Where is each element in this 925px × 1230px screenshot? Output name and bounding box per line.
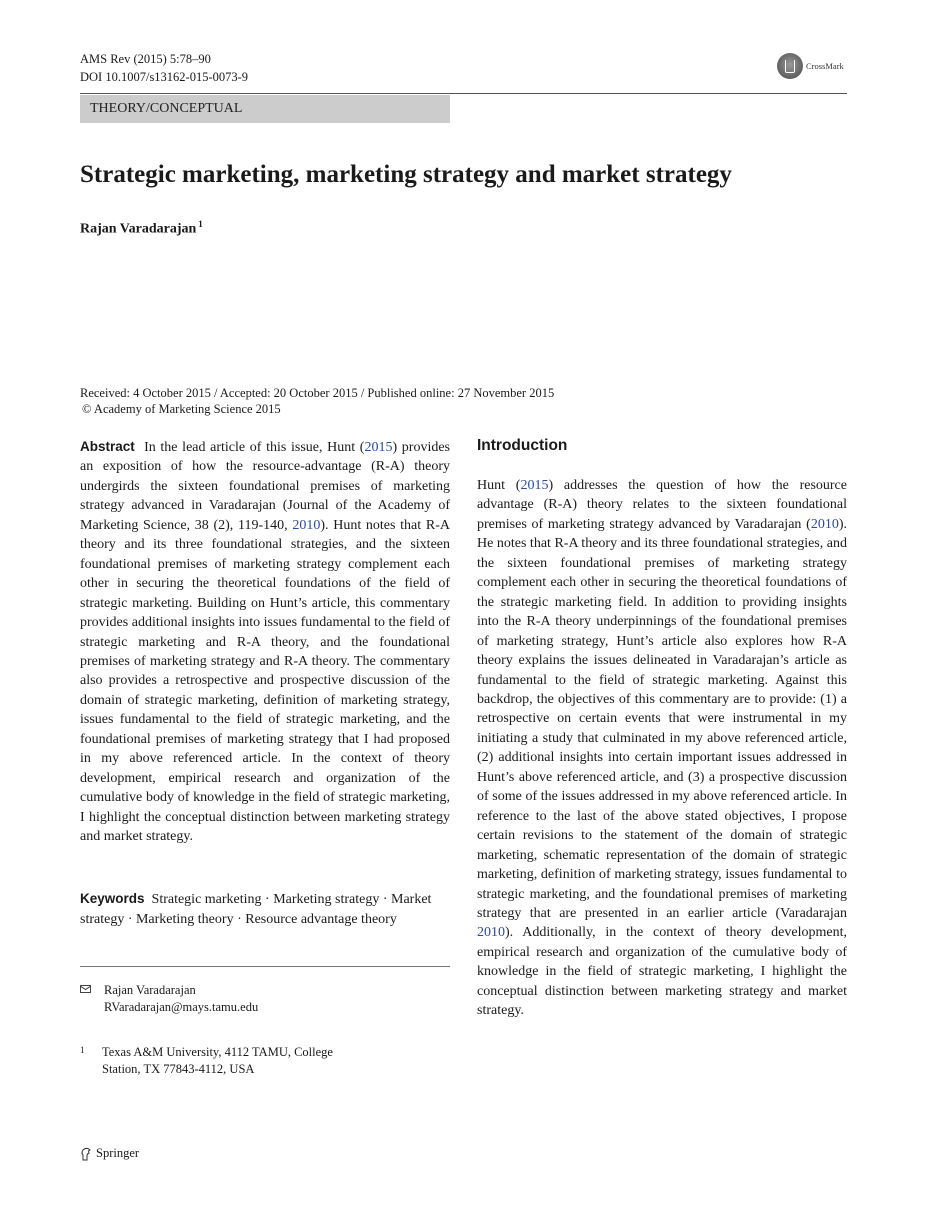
abstract-text-1: In the lead article of this issue, Hunt ( xyxy=(144,440,365,455)
journal-info xyxy=(80,50,248,86)
article-title: Strategic marketing, marketing strategy and market strategy xyxy=(80,161,732,188)
corresponding-author xyxy=(80,982,258,1016)
affiliation-line-1: Texas A&M University, 4112 TAMU, College xyxy=(102,1045,333,1059)
abstract-label: Abstract xyxy=(80,439,135,454)
introduction-body xyxy=(477,476,847,1021)
header-divider xyxy=(80,93,847,94)
author-name: Rajan Varadarajan xyxy=(80,221,197,237)
publication-dates: Received: 4 October 2015 / Accepted: 20 October 2015 / Published online: 27 November 2015 xyxy=(80,386,555,400)
keywords xyxy=(80,889,450,929)
intro-text-2: ) addresses the question of how the resource advantage (R-A) theory relates to the sixteen foundational premises of marketing strategy advanced by Varadarajan ( xyxy=(477,478,847,532)
citation-link[interactable]: 2010 xyxy=(477,925,505,941)
citation-link[interactable]: 2015 xyxy=(520,478,549,493)
affiliation xyxy=(80,1044,333,1078)
intro-text-4: ). Additionally, in the context of theory development, empirical research and organization of the cumulative body of knowledge in the field of strategic marketing, I highlight the conceptual distinction between marketing strategy and market strategy. xyxy=(477,925,847,1019)
abstract-text-2: ) provides an exposition of how the resource-advantage (R-A) theory undergirds the sixteen foundational premises of marketing strategy advanced in Varadarajan (Journal of the Academy of Marketing Science, 38 (2), 119-140, xyxy=(80,440,451,533)
contact-name: Rajan Varadarajan xyxy=(104,983,196,997)
crossmark-badge[interactable] xyxy=(777,53,844,79)
citation-link[interactable]: 2015 xyxy=(364,440,393,455)
doi[interactable]: DOI 10.1007/s13162-015-0073-9 xyxy=(80,70,249,84)
section-tag: THEORY/CONCEPTUAL xyxy=(80,95,450,123)
keywords-text: Strategic marketing · Marketing strategy · Market strategy · Marketing theory · Resource advantage theory xyxy=(80,892,432,927)
publisher-name: Springer xyxy=(96,1146,140,1160)
publisher-logo xyxy=(80,1146,139,1161)
intro-text-1: Hunt ( xyxy=(477,478,521,493)
author xyxy=(80,219,203,238)
footnote-divider xyxy=(80,966,450,967)
affiliation-line-2: Station, TX 77843-4112, USA xyxy=(102,1062,255,1076)
abstract xyxy=(80,437,450,847)
affiliation-mark: 1 xyxy=(80,1045,85,1055)
abstract-text-3: ). Hunt notes that R-A theory and its three foundational strategies, and the sixteen foundational premises of marketing strategy complement each other in securing the theoretical foundations of the field of strategic marketing. Building on Hunt’s article, this commentary provides additional insights into issues fundamental to the field of strategic marketing and R-A theory, and the foundational premises of marketing strategy and R-A theory. The commentary also provides a retrospective and prospective discussion of the domain of strategic marketing, definition of marketing strategy, issues fundamental to the field of strategic marketing, and the foundational premises of marketing strategy that I had proposed in my above referenced article. In the context of theory development, empirical research and organization of the cumulative body of knowledge in the field of strategic marketing, I highlight the conceptual distinction between marketing strategy and market strategy. xyxy=(80,517,450,845)
article-history xyxy=(80,385,554,417)
springer-horse-icon xyxy=(80,1147,92,1161)
keywords-label: Keywords xyxy=(80,891,145,906)
intro-text-3: ). He notes that R-A theory and its three foundational strategies, and the sixteen foundational premises of marketing strategy complement each other in securing the theoretical foundations of the strategic marketing field. In addition to providing insights into the R-A theory underpinnings of the foundational premises of marketing strategy, Hunt’s article also explores how R-A theory explains the issues delineated in Varadarajan’s article as fundamental to the field of strategic marketing. Against this backdrop, the objectives of this commentary are to provide: (1) a retrospective on certain events that were instrumental in my initiating a study that culminated in my above referenced article, (2) additional insights into certain important issues addressed in Hunt’s above referenced article, and (3) a prospective discussion of some of the issues addressed in my above referenced article. In reference to the last of the above stated objectives, I propose certain revisions to the statement of the domain of strategic marketing, schematic representation of the domain of strategic marketing, definition of marketing strategy, issues fundamental to strategic marketing, and the foundational premises of marketing strategy that are presented in an earlier article (Varadarajan xyxy=(477,516,847,921)
citation-link[interactable]: 2010 xyxy=(810,516,839,532)
contact-email[interactable]: RVaradarajan@mays.tamu.edu xyxy=(104,1000,259,1014)
envelope-icon xyxy=(80,985,91,993)
crossmark-label: CrossMark xyxy=(806,61,844,71)
crossmark-icon xyxy=(777,53,803,79)
citation-link[interactable]: 2010 xyxy=(292,517,321,533)
author-affiliation-mark: 1 xyxy=(198,219,203,229)
introduction-heading: Introduction xyxy=(477,437,568,454)
copyright: © Academy of Marketing Science 2015 xyxy=(82,402,281,416)
journal-citation: AMS Rev (2015) 5:78–90 xyxy=(80,52,211,66)
